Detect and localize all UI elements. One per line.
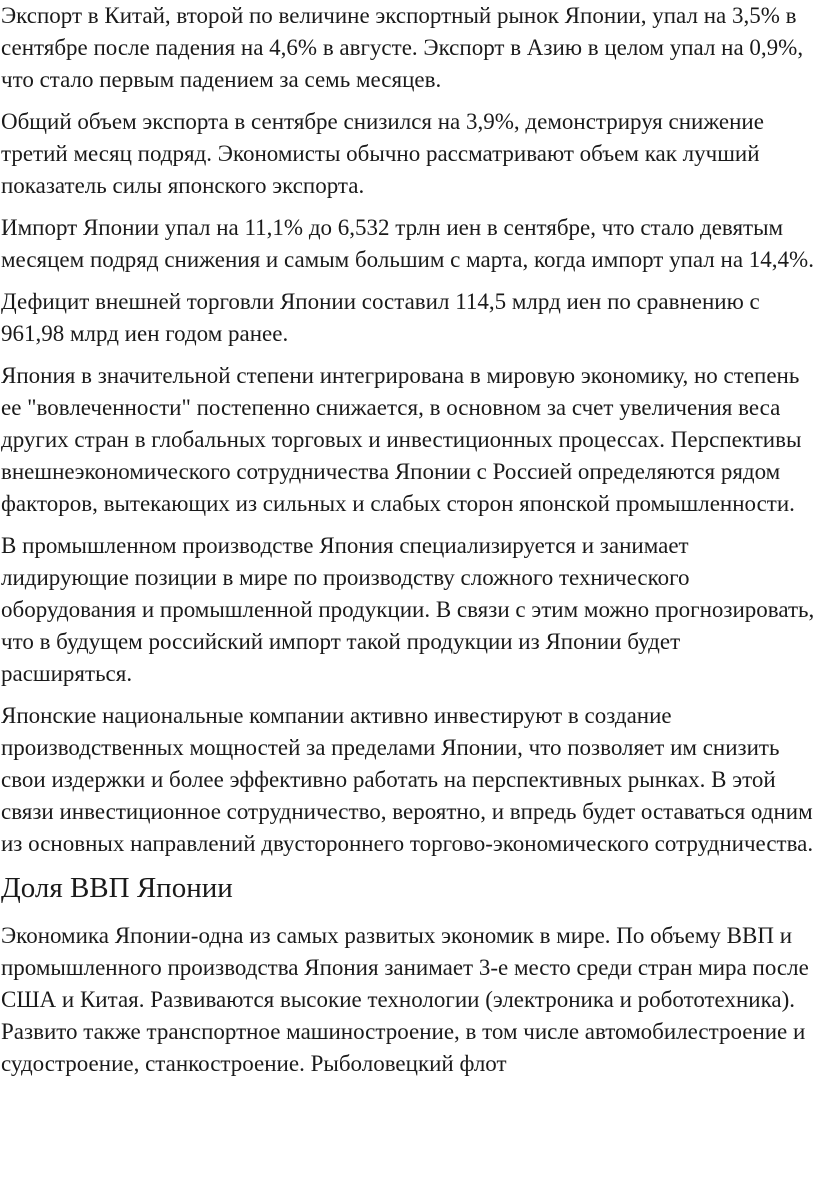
paragraph-export-volume: Общий объем экспорта в сентябре снизился на 3,9%, демонстрируя снижение третий месяц подряд. Экономисты обычно рассматривают объем как лучший показатель силы японского экспорта. [1,109,764,198]
paragraph-imports: Импорт Японии упал на 11,1% до 6,532 трлн иен в сентябре, что стало девятым месяцем подряд снижения и самым большим с марта, когда импорт упал на 14,4%. [1,215,814,272]
paragraph-trade-deficit: Дефицит внешней торговли Японии составил 114,5 млрд иен по сравнению с 961,98 млрд иен годом ранее. [1,289,760,346]
section-heading-gdp-share: Доля ВВП Японии [1,872,233,904]
paragraph-integration: Япония в значительной степени интегрирована в мировую экономику, но степень ее "вовлеченности" постепенно снижается, в основном за счет увеличения веса других стран в глобальных торговых и инвестиционных процессах. Перспективы внешнеэкономического сотрудничества Японии с Россией определяются рядом факторов, вытекающих из сильных и слабых сторон японской промышленности. [1,363,802,516]
paragraph-industrial-production: В промышленном производстве Япония специализируется и занимает лидирующие позиции в мире по производству сложного технического оборудования и промышленной продукции. В связи с этим можно прогнозировать, что в будущем российский импорт такой продукции из Японии будет расширяться. [1,533,815,686]
paragraph-economy-overview: Экономика Японии-одна из самых развитых экономик в мире. По объему ВВП и промышленного производства Япония занимает 3-е место среди стран мира после США и Китая. Развиваются высокие технологии (электроника и робототехника). Развито также транспортное машиностроение, в том числе автомобилестроение и судостроение, станкостроение. Рыболовецкий флот [1,923,809,1076]
paragraph-investment: Японские национальные компании активно инвестируют в создание производственных мощностей за пределами Японии, что позволяет им снизить свои издержки и более эффективно работать на перспективных рынках. В этой связи инвестиционное сотрудничество, вероятно, и впредь будет оставаться одним из основных направлений двустороннего торгово-экономического сотрудничества. [1,703,814,856]
paragraph-exports-china: Экспорт в Китай, второй по величине экспортный рынок Японии, упал на 3,5% в сентябре после падения на 4,6% в августе. Экспорт в Азию в целом упал на 0,9%, что стало первым падением за семь месяцев. [1,3,804,92]
